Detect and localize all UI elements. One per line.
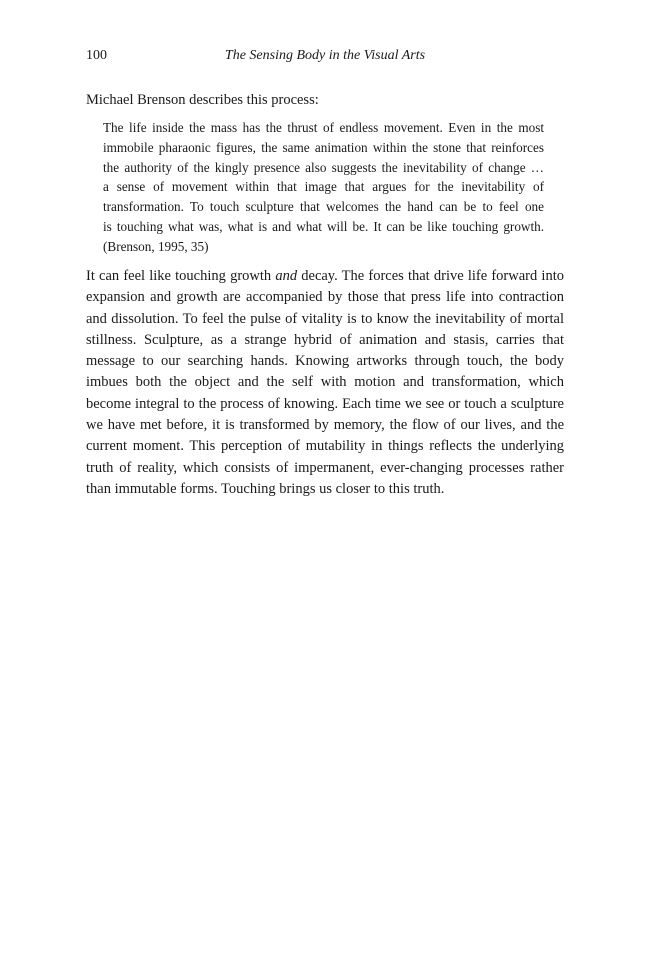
body-line: truth of reality, which consists of impermanent, ever-changing processes rather — [86, 459, 564, 476]
body-paragraph — [86, 266, 564, 500]
body-line-end: decay. The forces that drive life forward into — [297, 268, 564, 284]
quote-citation: (Brenson, 1995, 35) — [103, 238, 209, 254]
body-line: and dissolution. To feel the pulse of vitality is to know the inevitability of mortal — [86, 310, 564, 327]
body-line: message to our searching hands. Knowing artworks through touch, the body — [86, 353, 564, 370]
body-line: we have met before, it is transformed by memory, the flow of our lives, and the — [86, 417, 564, 434]
block-quote — [103, 118, 544, 257]
quote-line: The life inside the mass has the thrust of endless movement. Even in the most — [103, 120, 544, 135]
emphasis-and: and — [275, 268, 298, 284]
body-line — [86, 266, 564, 287]
body-line: expansion and growth are accompanied by those that press life into contraction — [86, 289, 564, 306]
quote-line: is touching what was, what is and what will be. It can be like touching growth. — [103, 218, 544, 234]
quote-line: a sense of movement within that image that argues for the inevitability of — [103, 179, 544, 195]
body-line: imbues both the object and the self with motion and transformation, which — [86, 374, 564, 391]
body-line: than immutable forms. Touching brings us closer to this truth. — [86, 480, 445, 497]
quote-line: the authority of the kingly presence also suggests the inevitability of change … — [103, 159, 544, 175]
page-number: 100 — [86, 48, 107, 63]
running-title: The Sensing Body in the Visual Arts — [224, 48, 426, 63]
body-line: become integral to the process of knowing. Each time we see or touch a sculpture — [86, 395, 564, 412]
quote-line: transformation. To touch sculpture that welcomes the hand can be to feel one — [103, 199, 544, 215]
running-head — [86, 46, 564, 66]
intro-sentence: Michael Brenson describes this process: — [86, 92, 319, 108]
quote-line: immobile pharaonic figures, the same animation within the stone that reinforces — [103, 139, 544, 155]
body-line-start: It can feel like touching growth — [86, 268, 276, 284]
body-line: stillness. Sculpture, as a strange hybrid of animation and stasis, carries that — [86, 331, 564, 348]
body-line: current moment. This perception of mutability in things reflects the underlying — [86, 438, 564, 455]
